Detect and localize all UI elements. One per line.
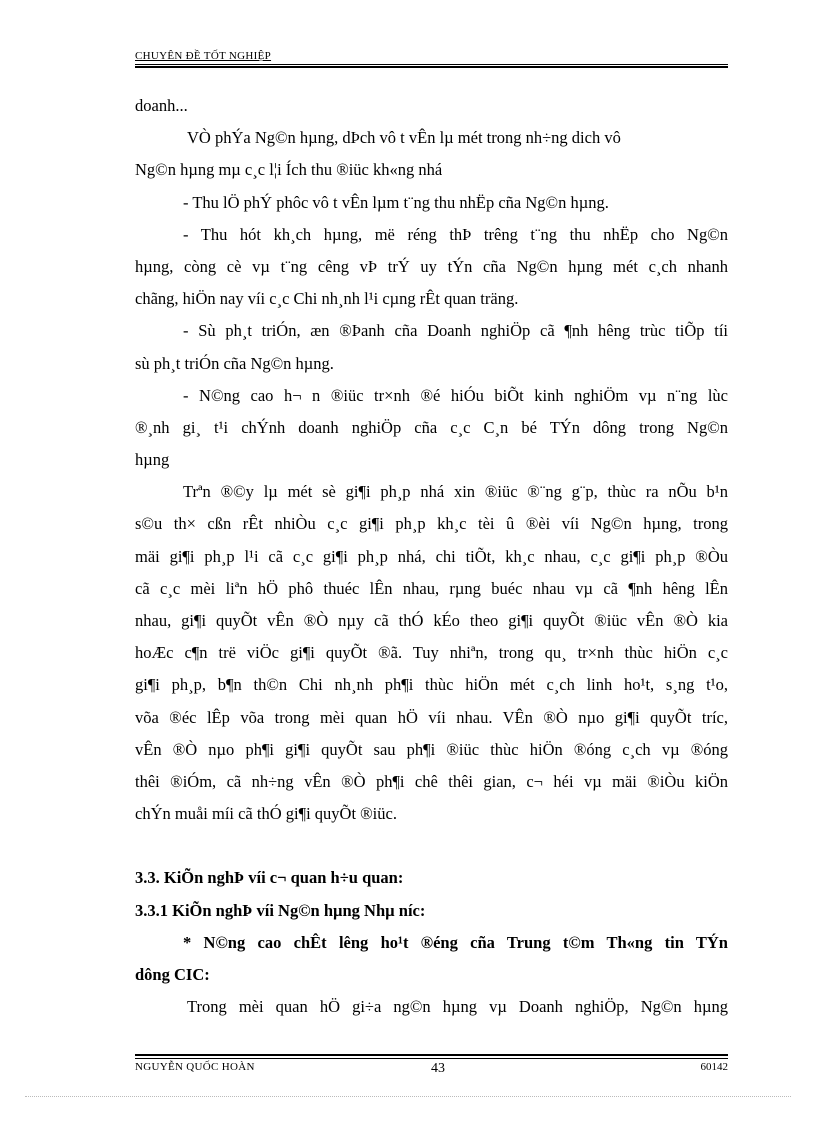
text-line: ®¸nh gi¸ t¹i chÝnh doanh nghiÖp cña c¸c C¸n bé TÝn dông trong Ng©n xyxy=(135,417,728,437)
text-line: vÊn ®Ò nµo ph¶i gi¶i quyÕt sau ph¶i ®iüc thùc hiÖn ®óng c¸ch vµ ®óng xyxy=(135,739,728,759)
bullet-heading-continuation: dông CIC: xyxy=(135,964,210,984)
text-line: chãng, hiÖn nay víi c¸c Chi nh¸nh l¹i cµng rÊt quan träng. xyxy=(135,289,519,309)
text-line: hoÆc c¶n trë viÖc gi¶i quyÕt ®ã. Tuy nhiªn, trong qu¸ tr×nh thùc hiÖn c¸c xyxy=(135,643,728,663)
text-line: doanh... xyxy=(135,96,188,115)
section-heading: 3.3. KiÕn nghÞ víi c¬ quan h÷u quan: xyxy=(135,868,404,888)
header-rule-thick xyxy=(135,66,728,68)
text-line: - Thu lÖ phÝ phôc vô t vÊn lµm t¨ng thu nhËp cña Ng©n hµng. xyxy=(183,192,609,212)
text-line: - Sù ph¸t triÓn, æn ®Þanh cña Doanh nghiÖp cã ¶nh hêng trùc tiÕp tíi xyxy=(183,321,728,341)
text-line: thêi ®iÓm, cã nh÷ng vÊn ®Ò ph¶i chê thêi gian, c¬ héi vµ mäi ®iÒu kiÖn xyxy=(135,771,728,791)
text-line: mäi gi¶i ph¸p l¹i cã c¸c gi¶i ph¸p nhá, chi tiÕt, kh¸c nhau, c¸c gi¶i ph¸p ®Òu xyxy=(135,546,728,566)
bullet-heading: * N©ng cao chÊt lêng ho¹t ®éng cña Trung t©m Th«ng tin TÝn xyxy=(183,932,728,952)
page-number: 43 xyxy=(431,1061,445,1076)
text-line: nhau, gi¶i quyÕt vÊn ®Ò nµy cã thÓ kÉo theo gi¶i quyÕt ®iüc vÊn ®Ò kia xyxy=(135,611,728,630)
text-line: hµng, còng cè vµ t¨ng cêng vÞ trÝ uy tÝn cña Ng©n hµng mét c¸ch nhanh xyxy=(135,256,728,276)
text-line: võa ®éc lÊp võa trong mèi quan hÖ víi nhau. VÊn ®Ò nµo gi¶i quyÕt tríc, xyxy=(135,707,728,727)
subsection-heading: 3.3.1 KiÕn nghÞ víi Ng©n hµng Nhµ níc: xyxy=(135,900,426,920)
text-line: Trªn ®©y lµ mét sè gi¶i ph¸p nhá xin ®iüc ®¨ng g¨p, thùc ra nÕu b¹n xyxy=(183,482,728,502)
text-line: gi¶i ph¸p, b¶n th©n Chi nh¸nh ph¶i thùc hiÖn mét c¸ch linh ho¹t, s¸ng t¹o, xyxy=(135,675,728,695)
header-title: CHUYÊN ĐỀ TỐT NGHIỆP xyxy=(135,50,272,62)
text-line: chÝn muåi míi cã thÓ gi¶i quyÕt ®iüc. xyxy=(135,804,397,824)
text-line: Ng©n hµng mµ c¸c l¦i Ích thu ®iüc kh«ng nhá xyxy=(135,160,443,180)
text-line: hµng xyxy=(135,450,170,470)
page-footer xyxy=(135,1059,728,1077)
document-body xyxy=(135,90,728,1023)
text-line: VÒ phÝa Ng©n hµng, dÞch vô t vÊn lµ mét trong nh÷ng dich vô xyxy=(187,128,621,148)
text-line: cã c¸c mèi liªn hÖ phô thuéc lÊn nhau, rµng buéc nhau vµ cã ¶nh hêng lÊn xyxy=(135,578,728,598)
header-rule-thin xyxy=(135,64,728,65)
text-line: sù ph¸t triÓn cña Ng©n hµng. xyxy=(135,353,334,373)
student-code: 60142 xyxy=(700,1061,728,1073)
text-line: Trong mèi quan hÖ gi÷a ng©n hµng vµ Doanh nghiÖp, Ng©n hµng xyxy=(187,997,728,1017)
page-bottom-border xyxy=(25,1096,791,1097)
footer-author: NGUYỄN QUỐC HOÀN xyxy=(135,1061,255,1073)
text-line: - N©ng cao h¬ n ®iüc tr×nh ®é hiÓu biÕt kinh nghiÖm vµ n¨ng lùc xyxy=(183,385,728,405)
page-header xyxy=(135,50,728,63)
text-line: - Thu hót kh¸ch hµng, më réng thÞ trêng t¨ng thu nhËp cho Ng©n xyxy=(183,224,728,244)
section-gap xyxy=(135,830,728,862)
footer-rule-thick xyxy=(135,1054,728,1056)
text-line: s©u th× cßn rÊt nhiÒu c¸c gi¶i ph¸p kh¸c tèi û ®èi víi Ng©n hµng, trong xyxy=(135,514,728,534)
